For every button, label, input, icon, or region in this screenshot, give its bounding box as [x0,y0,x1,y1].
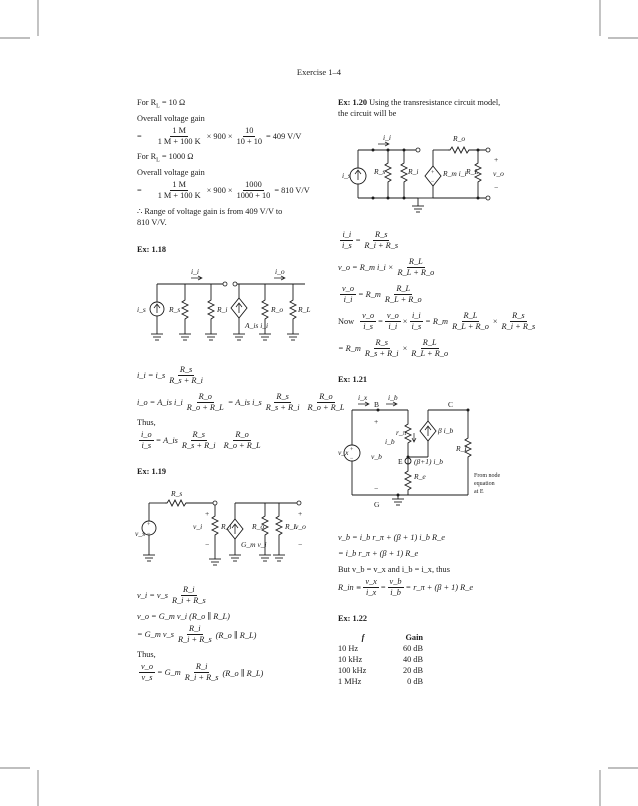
gain-formula-2 [137,180,310,201]
overall-gain-label-1: Overall voltage gain [137,114,205,123]
fraction [363,338,401,359]
gain-formula-1 [137,126,301,147]
denominator: i_s [411,322,422,331]
numerator: i_i [342,230,352,239]
denominator: R_L + R_o [397,268,435,277]
for-value: = 10 Ω [159,98,186,107]
numerator: R_s [512,311,525,320]
multiplier: × 900 × [206,186,233,195]
fraction [176,624,214,645]
label-ii: i_i [191,267,199,276]
numerator: R_o [319,392,333,401]
src-minus: − [147,531,151,537]
label-src: A_is i_i [245,321,269,330]
eq-1-21-a: v_b = i_b r_π + (β + 1) i_b R_e [338,533,445,542]
label-c: C [448,400,454,409]
eq-sign: = [380,583,386,592]
label-rs: R_s [171,489,183,498]
eq-1-18-b [137,392,348,413]
fraction [156,126,203,147]
vo-plus: + [494,155,499,164]
denominator: R_L + R_o [384,295,422,304]
fraction [395,257,436,278]
fraction [170,585,208,606]
label-rl: R_L [456,444,469,453]
label-is: i_s [342,171,351,180]
fraction [340,284,356,305]
fraction [360,311,376,332]
numerator: v_o [342,284,354,293]
cell-f: 100 kHz [338,666,367,675]
numerator: v_b [389,577,402,586]
eq-1-20-e [338,338,452,359]
label-ro: R_o [453,134,466,143]
now-label: Now [338,317,355,326]
numerator: R_L [463,311,478,320]
lhs: = G_m v_s [137,630,174,639]
label-e: E [398,457,403,466]
denominator: 1 M + 100 K [157,191,201,200]
cell-gain: 20 dB [402,666,423,675]
eq-1-20-a [338,230,402,251]
numerator: R_i [183,585,195,594]
for-rl-1000-line [137,152,193,166]
denominator: i_s [363,322,373,331]
numerator: R_L [408,257,423,266]
lhs: i_o = A_is i_i [137,398,183,407]
denominator: R_i + R_s [177,635,212,644]
src-minus: − [431,179,435,185]
eq-1-20-b [338,257,438,278]
denominator: R_o + R_L [223,441,261,450]
fraction [264,392,302,413]
eq-1-21-d [338,577,473,598]
label-src: G_m v_i [241,540,267,549]
numerator: R_i [189,624,201,633]
cell-gain: 0 dB [407,677,423,686]
ex-1-20-line [338,98,500,108]
thus-label-1: Thus, [137,418,156,427]
src-plus: + [350,447,354,453]
mid: = A_is i_s [227,398,262,407]
src-plus: + [147,522,151,528]
ex-1-20-heading: Ex: 1.20 [338,98,368,107]
fraction [156,180,203,201]
ex-1-18-heading: Ex: 1.18 [137,245,167,254]
denominator: 1000 + 10 [236,191,271,200]
range-line-1: ∴ Range of voltage gain is from 409 V/V to [137,207,283,216]
label-ro: R_o [271,305,284,314]
vi-plus: + [205,509,210,518]
note-line-2: equation [474,481,495,487]
label-vo: v_o [493,169,504,178]
rhs: (R_o ∥ R_L) [215,630,257,640]
denominator: R_o + R_L [186,403,224,412]
eq-1-18-c [137,430,265,451]
ex-1-20-text: Using the transresistance circuit model, [369,98,501,107]
fraction [383,284,424,305]
numerator: v_o [141,662,153,671]
denominator: i_i [343,295,353,304]
overall-gain-label-2: Overall voltage gain [137,168,205,177]
mid: = A_is [155,436,178,445]
eq-sign: = [378,317,383,326]
table-row [338,676,423,687]
numerator: R_L [422,338,437,347]
range-line-2: 810 V/V. [137,218,167,227]
circuit-ex-1-18 [135,262,315,372]
for-value: = 1000 Ω [159,152,194,161]
denominator: i_x [366,588,377,597]
denominator: R_L + R_o [452,322,489,331]
numerator: R_i [195,662,208,671]
rl-sub: L [156,157,160,164]
denominator: R_i + R_s [184,673,219,682]
ex-1-21-heading: Ex: 1.21 [338,375,368,384]
denominator: R_s + R_i [181,441,216,450]
numerator: R_L [396,284,411,293]
label-rs: R_s [374,167,386,176]
times: × [492,317,498,326]
denominator: R_s + R_i [364,349,399,358]
note-line-1: From node [474,473,501,479]
label-ri: R_i [408,167,419,176]
eq-1-19-d [137,662,263,683]
label-rs: R_s [169,305,181,314]
fraction [183,662,221,683]
mid: = G_m [156,668,181,677]
cell-f: 10 Hz [338,644,359,653]
lhs: v_i = v_s [137,591,168,600]
label-src: R_m i_i [443,169,467,178]
rl-sub: L [156,103,160,110]
numerator: R_o [235,430,249,439]
label-is: i_s [137,305,146,314]
fraction [167,365,205,386]
vi-minus: − [205,540,210,549]
lhs: i_i = i_s [137,371,166,380]
numerator: R_s [276,392,289,401]
fraction [139,430,154,451]
src-minus: − [350,456,354,462]
fraction [388,577,404,598]
page-header: Exercise 1–4 [296,67,342,77]
eq-1-19-b: v_o = G_m v_i (R_o ∥ R_L) [137,612,230,621]
vb-plus: + [374,417,379,426]
for-label: For R [137,98,157,107]
eq-sign: = [137,186,142,195]
label-ix: i_x [358,395,368,402]
denominator: i_b [390,588,401,597]
numerator: R_s [192,430,205,439]
fraction [385,311,401,332]
mid: = R_m [357,290,381,299]
label-vs: v_s [135,529,145,538]
mid: = R_m [425,317,449,326]
ex-1-22-heading: Ex: 1.22 [338,614,368,623]
label-ib: i_b [388,395,398,402]
denominator: i_i [388,322,398,331]
numerator: i_o [141,430,152,439]
eq-1-21-c: But v_b = v_x and i_b = i_x, thus [338,565,450,574]
cell-f: 1 MHz [338,677,362,686]
fraction [409,338,450,359]
lhs: R_in ≡ [338,583,362,592]
label-ri: R_i [221,522,232,531]
numerator: v_o [386,311,399,320]
rhs: (R_o ∥ R_L) [222,668,264,678]
denominator: 1 M + 100 K [157,137,201,146]
label-rl: R_L [285,522,298,531]
numerator: v_o [362,311,375,320]
denominator: R_L + R_o [411,349,449,358]
cell-gain: 60 dB [402,644,423,653]
label-b: B [374,400,380,409]
denominator: i_s [141,441,152,450]
label-ro: R_o [252,522,265,531]
fraction [235,126,264,147]
circuit-ex-1-20 [338,130,508,215]
times: × [402,344,408,353]
table-row [338,665,423,676]
multiplier: × 900 × [206,132,233,141]
numerator: 1 M [172,180,186,189]
vo-minus: − [298,540,303,549]
ex-1-20-text-2: the circuit will be [338,109,397,118]
denominator: R_i + R_s [171,596,206,605]
label-rl: R_L [466,167,479,176]
denominator: R_i + R_s [364,241,399,250]
label-vi: v_i [193,522,203,531]
fraction [500,311,538,332]
fraction [363,577,379,598]
cell-gain: 40 dB [402,655,423,664]
label-vb: v_b [371,452,382,461]
fraction [185,392,226,413]
table-row [338,643,423,654]
fraction [180,430,218,451]
denominator: R_i + R_s [501,322,536,331]
lhs: v_o = R_m i_i × [338,263,394,272]
label-g: G [374,500,380,509]
rhs: = r_π + (β + 1) R_e [405,583,474,592]
fraction [450,311,491,332]
numerator: 10 [245,126,254,135]
eq-sign: = [137,132,142,141]
eq-1-20-c [338,284,426,305]
ex-1-19-heading: Ex: 1.19 [137,467,167,476]
header-gain: Gain [405,633,423,642]
denominator: i_s [342,241,352,250]
denominator: v_s [141,673,153,682]
denominator: R_o + R_L [307,403,345,412]
src-plus: + [431,170,435,176]
denominator: R_s + R_i [169,376,203,385]
label-bib: β i_b [438,426,454,435]
label-vx: v_x [338,448,349,457]
label-ri: R_i [217,305,228,314]
denominator: R_s + R_i [265,403,300,412]
eq-1-20-d [338,311,539,332]
note-line-3: at E [474,489,484,495]
label-ii: i_i [383,133,391,142]
eq-sign: = [355,236,361,245]
circuit-ex-1-19 [135,485,315,585]
circuit-ex-1-21 [338,395,513,515]
fraction [222,430,263,451]
fraction [409,311,423,332]
fraction [362,230,400,251]
for-rl-10-line [137,98,185,112]
fraction [235,180,273,201]
vb-minus: − [374,484,379,493]
denominator: 10 + 10 [236,137,263,146]
thus-label-2: Thus, [137,650,156,659]
label-re: R_e [414,472,426,481]
eq-1-19-a [137,585,210,606]
numerator: i_i [411,311,421,320]
label-vo: v_o [295,522,306,531]
vo-minus: − [494,183,499,192]
numerator: R_o [198,392,212,401]
numerator: v_x [365,577,377,586]
label-rl: R_L [298,305,311,314]
numerator: 1 M [172,126,186,135]
result: = 810 V/V [274,186,310,195]
times: × [402,317,408,326]
numerator: R_s [375,230,388,239]
label-rpi: r_π [396,428,407,437]
result: = 409 V/V [266,132,302,141]
table-row [338,654,423,665]
cell-f: 10 kHz [338,655,363,664]
gain-table [338,632,423,687]
for-label: For R [137,152,157,161]
label-ib2: i_b [385,437,395,446]
eq-1-18-a [137,365,207,386]
vo-plus: + [298,509,303,518]
lhs: = R_m [338,344,361,353]
eq-1-21-b: = i_b r_π + (β + 1) R_e [338,549,419,558]
header-f: f [361,633,365,642]
numerator: R_s [375,338,388,347]
numerator: R_s [179,365,193,374]
numerator: 1000 [245,180,262,189]
label-b1: (β+1) i_b [414,457,444,466]
table-header-row [338,632,423,643]
eq-1-19-c [137,624,256,645]
fraction [340,230,354,251]
fraction [139,662,155,683]
label-io: i_o [275,267,285,276]
